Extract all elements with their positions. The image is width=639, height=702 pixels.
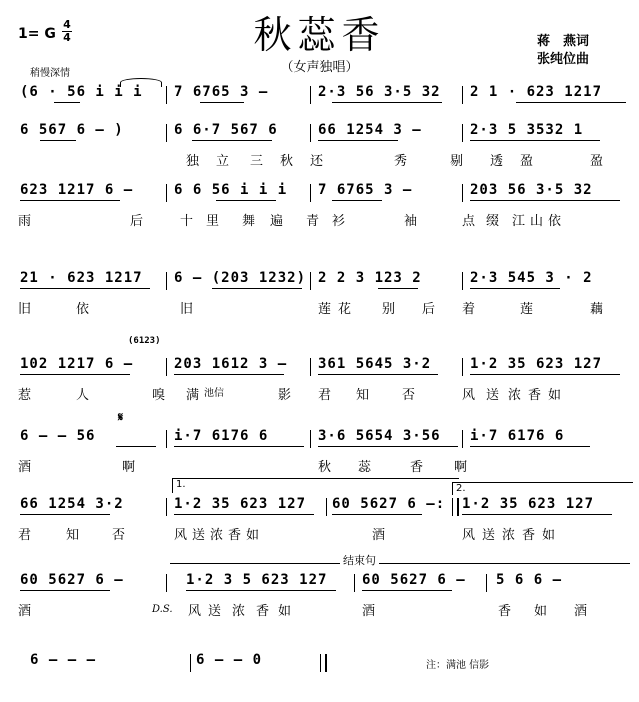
measure: 6 6 56 i i i bbox=[174, 182, 288, 198]
barline bbox=[166, 358, 167, 376]
lyric-line: 酒 风 送 浓 香 如 酒 香 如 酒 bbox=[18, 604, 588, 619]
staff-row-9 bbox=[0, 652, 639, 702]
footnote: 注：满池 信影 bbox=[426, 660, 490, 671]
measure: 7 6765 3 – bbox=[174, 84, 269, 100]
lyric-line: 独 立 三 秋 还 秀 剔 透 盈 盈 bbox=[186, 154, 604, 169]
barline bbox=[462, 184, 463, 202]
barline bbox=[166, 272, 167, 290]
measure: 2 1 · 623 1217 bbox=[470, 84, 603, 100]
measure: 6 – – – bbox=[30, 652, 97, 668]
barline bbox=[166, 574, 167, 592]
measure: 623 1217 6 – bbox=[20, 182, 134, 198]
segno-icon: 𝄋 bbox=[118, 410, 124, 424]
meter-top: 4 bbox=[63, 18, 71, 31]
measure: 102 1217 6 – bbox=[20, 356, 134, 372]
measure: 1·2 35 623 127 bbox=[462, 496, 595, 512]
final-barline bbox=[320, 654, 327, 672]
measure: 5 6 6 – bbox=[496, 572, 563, 588]
barline bbox=[462, 86, 463, 104]
barline bbox=[166, 86, 167, 104]
barline bbox=[462, 272, 463, 290]
lyricist-credit: 蒋 燕词 bbox=[537, 34, 590, 49]
measure: 2 2 3 123 2 bbox=[318, 270, 422, 286]
meter-bottom: 4 bbox=[63, 31, 71, 44]
lyric-line: 惹 人 嗅 满 池信 影 君 知 否 风 送 浓 香 如 bbox=[18, 388, 562, 403]
barline bbox=[310, 124, 311, 142]
page-title: 秋蕊香 bbox=[253, 13, 386, 57]
staff-row-3 bbox=[0, 182, 639, 232]
measure: 6 6·7 567 6 bbox=[174, 122, 278, 138]
barline bbox=[326, 498, 327, 516]
barline bbox=[462, 358, 463, 376]
barline bbox=[486, 574, 487, 592]
barline bbox=[166, 184, 167, 202]
measure: 203 56 3·5 32 bbox=[470, 182, 593, 198]
measure: 1·2 35 623 127 bbox=[470, 356, 603, 372]
barline bbox=[462, 430, 463, 448]
measure: 66 1254 3 – bbox=[318, 122, 422, 138]
staff-row-7 bbox=[0, 496, 639, 546]
barline bbox=[166, 498, 167, 516]
volta-1-bracket: 1. bbox=[172, 478, 459, 493]
staff-row-2 bbox=[0, 122, 639, 172]
measure: i·7 6176 6 bbox=[174, 428, 269, 444]
measure: 1·2 35 623 127 bbox=[174, 496, 307, 512]
lyric-line: 君 知 否 风 送 浓 香 如 酒 风 送 浓 香 如 bbox=[18, 528, 556, 543]
barline bbox=[166, 124, 167, 142]
measure: 6 – – 56 bbox=[20, 428, 96, 444]
barline bbox=[310, 430, 311, 448]
measure: 203 1612 3 – bbox=[174, 356, 288, 372]
barline bbox=[310, 184, 311, 202]
barline bbox=[462, 124, 463, 142]
barline bbox=[166, 430, 167, 448]
measure: 361 5645 3·2 bbox=[318, 356, 432, 372]
subtitle: （女声独唱） bbox=[280, 60, 359, 75]
barline bbox=[190, 654, 191, 672]
measure: 2·3 545 3 · 2 bbox=[470, 270, 593, 286]
measure: 3·6 5654 3·56 bbox=[318, 428, 441, 444]
barline bbox=[310, 86, 311, 104]
ds-marking: D.S. bbox=[152, 604, 173, 615]
measure: 66 1254 3·2 bbox=[20, 496, 124, 512]
slur bbox=[120, 78, 162, 87]
measure: 1·2 3 5 623 127 bbox=[186, 572, 328, 588]
ending-section-label: 结束句 bbox=[340, 552, 379, 568]
measure: 60 5627 6 –: bbox=[332, 496, 446, 512]
measure: 60 5627 6 – bbox=[20, 572, 124, 588]
barline bbox=[310, 358, 311, 376]
tempo-marking: 稍慢深情 bbox=[30, 68, 70, 79]
staff-row-8 bbox=[0, 572, 639, 622]
composer-credit: 张纯位曲 bbox=[537, 52, 590, 67]
staff-row-6 bbox=[0, 428, 639, 478]
lyric-line: 酒 啊 秋 蕊 香 啊 bbox=[18, 460, 468, 475]
measure: i·7 6176 6 bbox=[470, 428, 565, 444]
barline bbox=[354, 574, 355, 592]
paren-note: (6123) bbox=[128, 336, 161, 346]
barline bbox=[310, 272, 311, 290]
key-signature: 1= G bbox=[18, 26, 56, 42]
staff-row-5 bbox=[0, 356, 639, 406]
volta-2-bracket: 2. bbox=[452, 482, 633, 495]
measure: 6 – – 0 bbox=[196, 652, 263, 668]
lyric-line: 旧 依 旧 莲 花 别 后 着 莲 藕 bbox=[18, 302, 604, 317]
ending-section-line bbox=[170, 563, 630, 564]
measure: 6 – (203 1232) bbox=[174, 270, 307, 286]
time-signature bbox=[62, 19, 72, 44]
staff-row-4 bbox=[0, 270, 639, 320]
measure: 6 567 6 – ) bbox=[20, 122, 124, 138]
measure: (6 · 56 i i i bbox=[20, 84, 143, 100]
measure: 60 5627 6 – bbox=[362, 572, 466, 588]
repeat-barline bbox=[452, 498, 459, 516]
lyric-line: 雨 后 十 里 舞 遍 青 衫 袖 点 缀 江 山 依 bbox=[18, 214, 562, 229]
measure: 2·3 5 3532 1 bbox=[470, 122, 584, 138]
measure: 7 6765 3 – bbox=[318, 182, 413, 198]
measure: 21 · 623 1217 bbox=[20, 270, 143, 286]
measure: 2·3 56 3·5 32 bbox=[318, 84, 441, 100]
